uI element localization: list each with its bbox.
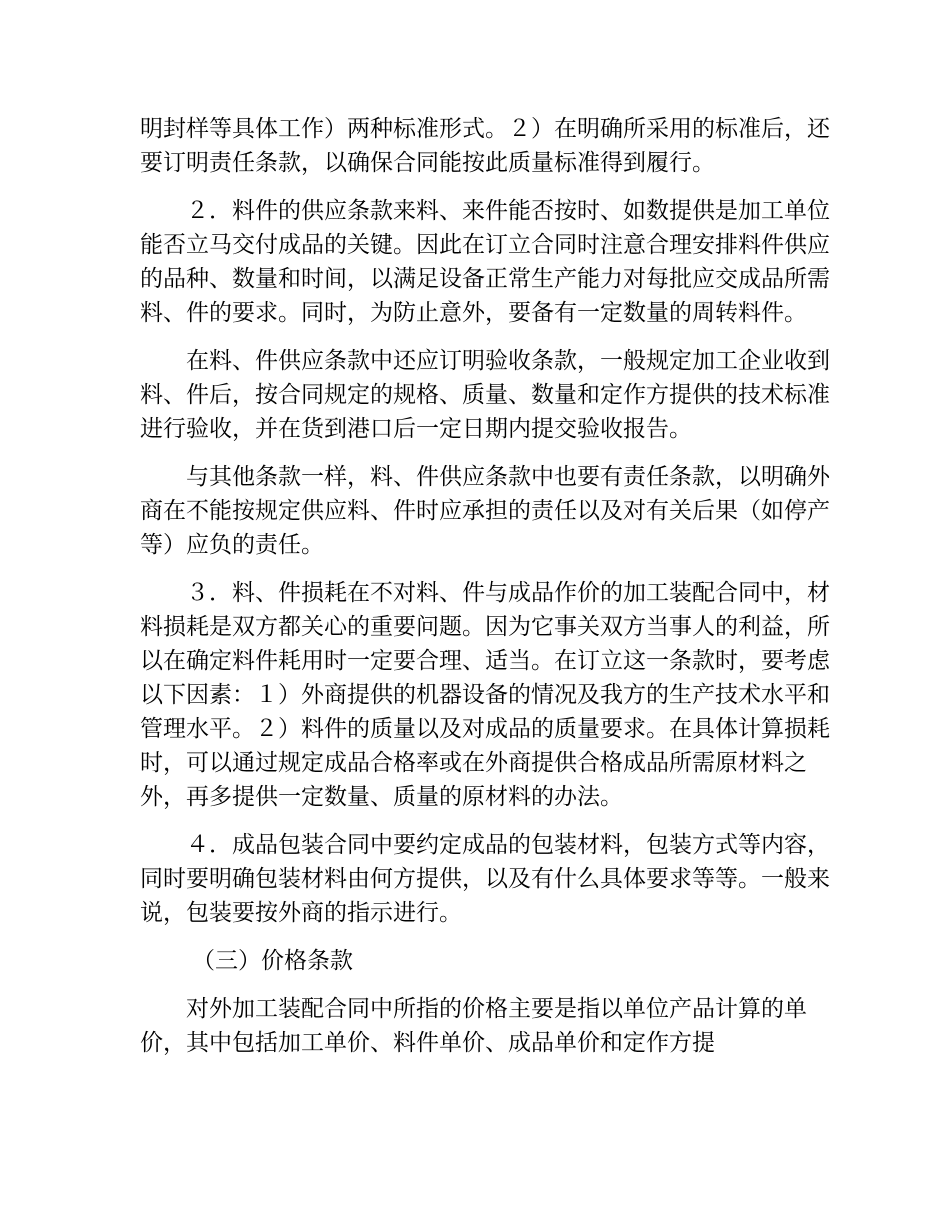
paragraph-price-definition: 对外加工装配合同中所指的价格主要是指以单位产品计算的单价，其中包括加工单价、料件单价、成品单价和定作方提: [140, 996, 807, 1056]
paragraph-inspection-clause: 在料、件供应条款中还应订明验收条款，一般规定加工企业收到料、件后，按合同规定的规格、质量、数量和定作方提供的技术标准进行验收，并在货到港口后一定日期内提交验收报告。: [140, 348, 830, 442]
paragraph-material-loss: ３．料、件损耗在不对料、件与成品作价的加工装配合同中，材料损耗是双方都关心的重要问题。因为它事关双方当事人的利益，所以在确定料件耗用时一定要合理、适当。在订立这一条款时，要考虑以下因素：１）外商提供的机器设备的情况及我方的生产技术水平和管理水平。２）料件的质量以及对成品的质量要求。在具体计算损耗时，可以通过规定成品合格率或在外商提供合格成品所需原材料之外，再多提供一定数量、质量的原材料的办法。: [140, 580, 830, 810]
document-body: [140, 112, 830, 1074]
paragraph-quality-standard-continuation: 明封样等具体工作）两种标准形式。２）在明确所采用的标准后，还要订明责任条款，以确保合同能按此质量标准得到履行。: [140, 116, 830, 176]
paragraph-packaging: ４．成品包装合同中要约定成品的包装材料，包装方式等内容，同时要明确包装材料由何方提供，以及有什么具体要求等等。一般来说，包装要按外商的指示进行。: [140, 832, 830, 926]
section-heading-price-clause: （三）价格条款: [192, 948, 353, 974]
paragraph-material-supply: ２．料件的供应条款来料、来件能否按时、如数提供是加工单位能否立马交付成品的关键。因此在订立合同时注意合理安排料件供应的品种、数量和时间，以满足设备正常生产能力对每批应交成品所需料、件的要求。同时，为防止意外，要备有一定数量的周转料件。: [140, 198, 830, 326]
paragraph-liability-clause: 与其他条款一样，料、件供应条款中也要有责任条款，以明确外商在不能按规定供应料、件时应承担的责任以及对有关后果（如停产等）应负的责任。: [140, 464, 830, 558]
